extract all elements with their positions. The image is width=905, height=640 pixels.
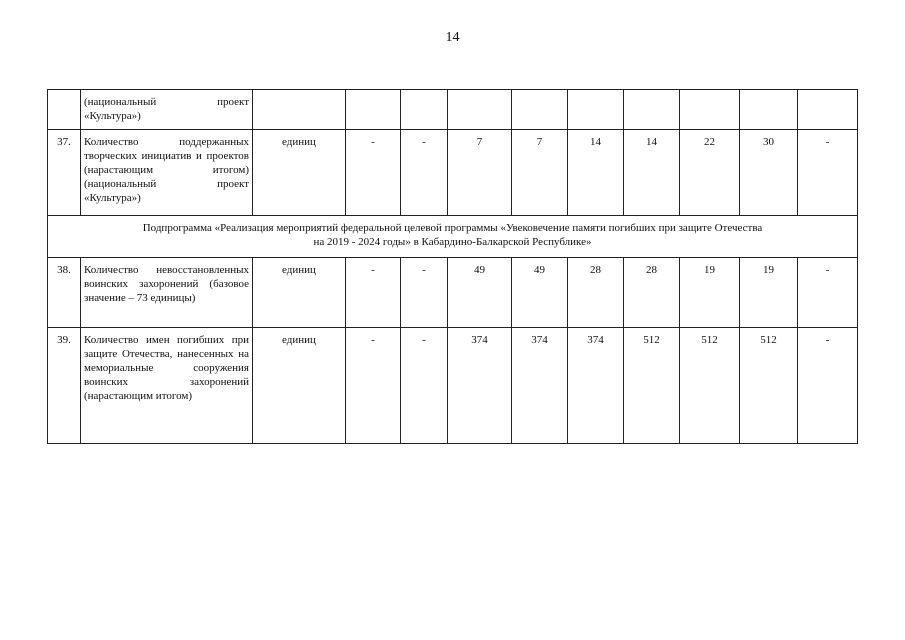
unit-cell [253, 90, 346, 130]
value-cell: - [346, 328, 401, 444]
value-cell: 19 [680, 258, 740, 328]
value-cell: 14 [624, 130, 680, 216]
value-cell: 49 [448, 258, 512, 328]
value-cell: 374 [448, 328, 512, 444]
value-cell [512, 90, 568, 130]
row-number-cell: 37. [48, 130, 81, 216]
value-cell: - [346, 130, 401, 216]
subprogram-row [48, 216, 858, 258]
page-number: 14 [445, 30, 460, 45]
table-row [48, 90, 858, 130]
value-cell: - [798, 328, 858, 444]
value-cell: 7 [512, 130, 568, 216]
value-cell [680, 90, 740, 130]
value-cell [448, 90, 512, 130]
value-cell [624, 90, 680, 130]
value-cell: - [798, 130, 858, 216]
value-cell: 19 [740, 258, 798, 328]
value-cell: 30 [740, 130, 798, 216]
row-number-cell [48, 90, 81, 130]
subprogram-title-line2: на 2019 - 2024 годы» в Кабардино-Балкарской Республике» [313, 236, 592, 248]
value-cell: 28 [568, 258, 624, 328]
unit-cell: единиц [253, 328, 346, 444]
table-row [48, 130, 858, 216]
value-cell: 49 [512, 258, 568, 328]
value-cell [346, 90, 401, 130]
subprogram-title [48, 216, 858, 258]
value-cell: 512 [624, 328, 680, 444]
value-cell: - [401, 258, 448, 328]
indicators-table [47, 89, 858, 444]
value-cell: - [798, 258, 858, 328]
indicator-name-cell: Количество невосстановленных воинских захоронений (базовое значение – 73 единицы) [81, 258, 253, 328]
value-cell: 14 [568, 130, 624, 216]
unit-cell: единиц [253, 130, 346, 216]
indicator-name-cell: (национальный проект «Культура») [81, 90, 253, 130]
indicator-name-cell: Количество имен погибших при защите Отечества, нанесенных на мемориальные сооружения воинских захоронений (нарастающим итогом) [81, 328, 253, 444]
row-number-cell: 39. [48, 328, 81, 444]
row-number-cell: 38. [48, 258, 81, 328]
indicator-name-cell: Количество поддержанных творческих инициатив и проектов (нарастающим итогом) (национальный проект «Культура») [81, 130, 253, 216]
value-cell: 512 [740, 328, 798, 444]
value-cell: 7 [448, 130, 512, 216]
value-cell: 374 [512, 328, 568, 444]
value-cell: - [346, 258, 401, 328]
value-cell: 28 [624, 258, 680, 328]
value-cell [401, 90, 448, 130]
value-cell: 22 [680, 130, 740, 216]
value-cell [568, 90, 624, 130]
unit-cell: единиц [253, 258, 346, 328]
value-cell: - [401, 328, 448, 444]
value-cell [798, 90, 858, 130]
value-cell [740, 90, 798, 130]
value-cell: 512 [680, 328, 740, 444]
value-cell: - [401, 130, 448, 216]
table-row [48, 328, 858, 444]
subprogram-title-line1: Подпрограмма «Реализация мероприятий федеральной целевой программы «Увековечение памяти погибших при защите Отечества [142, 222, 763, 234]
table-row [48, 258, 858, 328]
value-cell: 374 [568, 328, 624, 444]
